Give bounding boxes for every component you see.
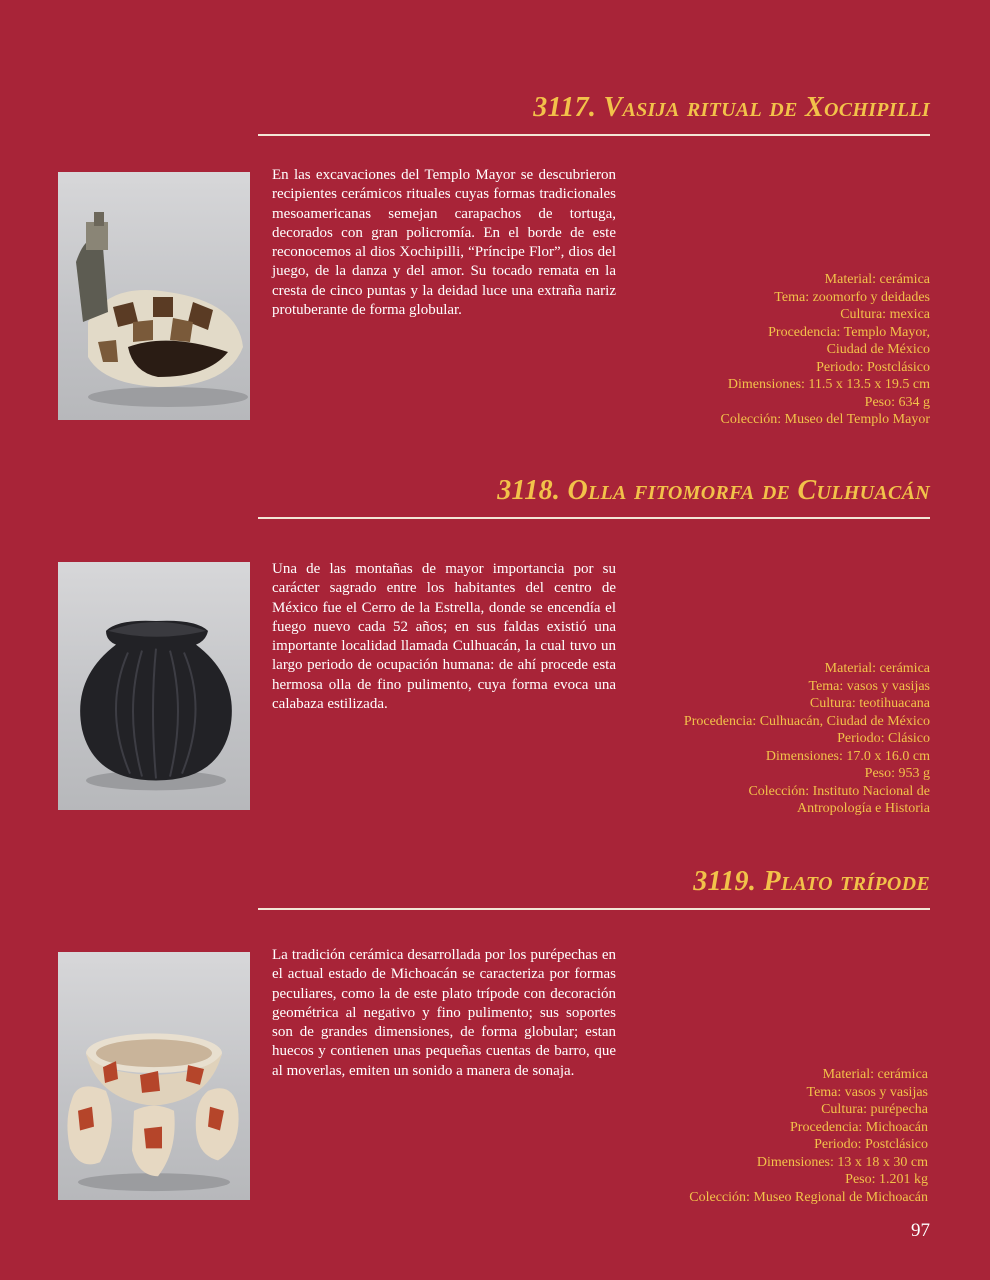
meta-peso: Peso: 953 g bbox=[864, 766, 930, 781]
entry-metadata bbox=[610, 660, 930, 818]
meta-periodo: Periodo: Postclásico bbox=[816, 359, 930, 375]
meta-coleccion: Colección: Museo del Templo Mayor bbox=[720, 412, 930, 427]
meta-procedencia-cont: Ciudad de México bbox=[826, 342, 930, 357]
meta-tema: Tema: vasos y vasijas bbox=[808, 678, 930, 694]
meta-peso: Peso: 1.201 kg bbox=[845, 1172, 928, 1187]
entry-title: 3118. Olla fitomorfa de Culhuacán bbox=[497, 475, 930, 506]
entry-description: En las excavaciones del Templo Mayor se descubrieron recipientes cerámicos rituales cuyas formas tradicionales mesoamericanas semejan carapachos de tortuga, decorados con gran policromía. En el borde de este reconocemos al dios Xochipilli, “Príncipe Flor”, dios del juego, de la danza y del amor. Su tocado remata en la cresta de cinco puntas y la deidad luce una extraña nariz protuberante de forma globular. bbox=[272, 167, 616, 319]
meta-cultura: Cultura: purépecha bbox=[821, 1102, 928, 1117]
meta-procedencia: Procedencia: Templo Mayor, bbox=[768, 324, 930, 340]
entry-title: 3117. Vasija ritual de Xochipilli bbox=[533, 92, 930, 123]
meta-material: Material: cerámica bbox=[822, 1067, 928, 1082]
meta-coleccion-cont: Antropología e Historia bbox=[797, 801, 930, 816]
entry-metadata bbox=[630, 271, 930, 429]
page-number: 97 bbox=[911, 1220, 930, 1241]
entry-title: 3119. Plato trípode bbox=[693, 866, 930, 897]
title-rule bbox=[258, 908, 930, 910]
meta-periodo: Periodo: Postclásico bbox=[814, 1137, 928, 1152]
meta-dimensiones: Dimensiones: 13 x 18 x 30 cm bbox=[756, 1154, 928, 1170]
meta-periodo: Periodo: Clásico bbox=[837, 731, 930, 746]
vessel-photo-olla bbox=[58, 562, 250, 810]
title-rule bbox=[258, 134, 930, 136]
meta-procedencia: Procedencia: Michoacán bbox=[790, 1119, 928, 1135]
meta-material: Material: cerámica bbox=[824, 272, 930, 287]
meta-cultura: Cultura: mexica bbox=[840, 307, 930, 322]
vessel-photo-xochipilli bbox=[58, 172, 250, 420]
meta-tema: Tema: vasos y vasijas bbox=[806, 1084, 928, 1100]
entry-description: Una de las montañas de mayor importancia por su carácter sagrado entre los habitantes del centro de México fue el Cerro de la Estrella, donde se encendía el fuego nuevo cada 52 años; en sus faldas existió una importante localidad llamada Culhuacán, la cual tuvo un largo periodo de ocupación humana: de ahí procede esta hermosa olla de fino pulimento, cuya forma evoca una calabaza estilizada. bbox=[272, 561, 616, 713]
meta-cultura: Cultura: teotihuacana bbox=[809, 696, 930, 711]
vessel-photo-plato bbox=[58, 952, 250, 1200]
meta-dimensiones: Dimensiones: 17.0 x 16.0 cm bbox=[765, 748, 930, 764]
meta-peso: Peso: 634 g bbox=[864, 394, 930, 410]
meta-tema: Tema: zoomorfo y deidades bbox=[774, 289, 930, 305]
meta-coleccion: Colección: Museo Regional de Michoacán bbox=[689, 1189, 928, 1205]
meta-procedencia: Procedencia: Culhuacán, Ciudad de México bbox=[683, 713, 930, 729]
meta-material: Material: cerámica bbox=[824, 661, 930, 676]
title-rule bbox=[258, 517, 930, 519]
entry-description: La tradición cerámica desarrollada por los purépechas en el actual estado de Michoacán se caracteriza por formas peculiares, como la de este plato trípode con decoración geométrica al negativo y fino pulimento; sus soportes son de grandes dimensiones, de forma globular; estan huecos y contienen unas pequeñas cuentas de barro, que al moverlas, emiten un sonido a manera de sonaja. bbox=[272, 947, 616, 1079]
entry-metadata bbox=[628, 1066, 928, 1206]
meta-dimensiones: Dimensiones: 11.5 x 13.5 x 19.5 cm bbox=[727, 377, 930, 392]
meta-coleccion: Colección: Instituto Nacional de bbox=[748, 783, 930, 799]
